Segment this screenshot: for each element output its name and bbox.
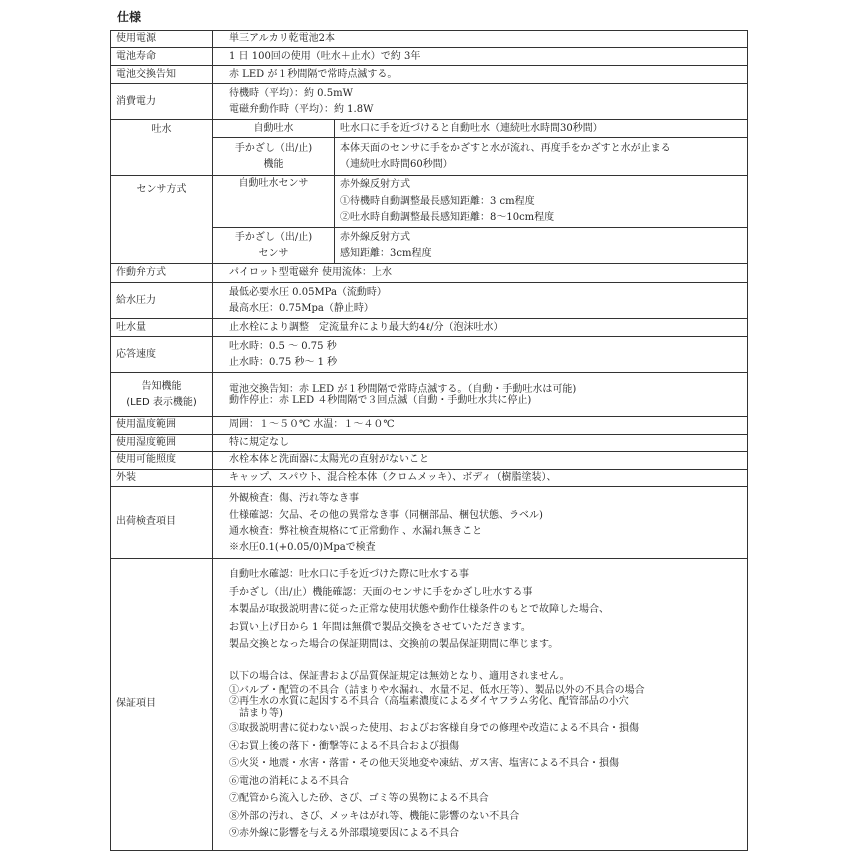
row-value [213,84,748,120]
row-label: 使用可能照度 [111,452,213,469]
row-label-line: 告知機能 [141,380,182,392]
value-line: 詰まり等) [229,708,283,720]
row-value: 特に規定なし [213,434,748,451]
value-line: ⑤火災・地震・水害・落雷・その他天災地変や凍結、ガス害、塩害による不具合・損傷 [229,758,619,770]
row-value [213,283,748,319]
table-row [111,84,748,120]
value-line: 外観検査：傷、汚れ等なき事 [229,493,359,505]
row-label [111,373,213,417]
value-line: ⑧外部の汚れ、さび、メッキはがれ等、機能に影響のない不具合 [229,810,520,822]
table-row [111,264,748,283]
value-line: 製品交換となった場合の保証期間は、交換前の製品保証期間に準じます。 [229,639,559,651]
value-line: 赤外線反射方式 [340,231,410,243]
row-label: 使用温度範囲 [111,417,213,434]
value-line: 動作停止：赤 LED ４秒間隔で３回点滅（自動・手動吐水共に停止) [229,394,532,406]
spacer [229,654,747,668]
value-line: お買い上げ日から 1 年間は無償で製品交換をさせていただきます。 [229,621,531,633]
row-value: キャップ、スパウト、混合栓本体（クロムメッキ）、ボディ（樹脂塗装）、 [213,469,748,486]
row-label: 外装 [111,469,213,486]
table-row [111,559,748,851]
row-value: 吐水口に手を近づけると自動吐水（連続吐水時間30秒間） [335,120,748,138]
sub-label: 自動吐水センサ [213,176,335,228]
table-row [111,337,748,373]
value-line: 手かざし（出/止）機能確認：天面のセンサに手をかざし吐水する事 [229,586,533,598]
value-line: 仕様確認：欠品、その他の異常なき事（同梱部品、梱包状態、ラベル) [229,509,543,521]
value-line: ⑦配管から流入した砂、さび、ゴミ等の異物による不具合 [229,793,489,805]
table-row [111,487,748,559]
value-line: 吐水時：0.5 ～ 0.75 秒 [229,340,337,352]
value-line: 最高水圧：0.75Mpa（静止時） [229,302,374,314]
row-label: 使用湿度範囲 [111,434,213,451]
value-line: 通水検査：弊社検査規格にて正常動作 、水漏れ無きこと [229,526,483,538]
table-row [111,373,748,417]
page-title: 仕様 [117,10,142,24]
value-line: 待機時（平均）：約 0.5mW [229,87,353,99]
row-label-line: (LED 表示機能) [126,396,197,408]
value-line: 感知距離：3cm程度 [340,247,432,259]
table-row [111,66,748,84]
value-line: 最低必要水圧 0.05MPa（流動時） [229,286,387,298]
row-label: 出荷検査項目 [111,487,213,559]
sub-label-line: 手かざし（出/止) [234,142,313,154]
table-row [111,319,748,337]
value-line: 以下の場合は、保証書および品質保証規定は無効となり、適用されません。 [229,670,570,682]
table-row [111,48,748,66]
sub-label-line: 手かざし（出/止) [234,231,313,243]
row-label: 使用電源 [111,31,213,48]
row-value: 止水栓により調整 定流量弁により最大約4ℓ/分（泡沫吐水） [213,319,748,337]
row-value: 水栓本体と洗面器に太陽光の直射がないこと [213,452,748,469]
row-label: 吐水 [111,120,213,176]
row-value: 周囲：１～５０℃ 水温：１～４０℃ [213,417,748,434]
row-value [213,487,748,559]
value-line: 赤外線反射方式 [340,179,410,191]
table-row [111,469,748,486]
row-value [335,228,748,264]
value-line: 止水時：0.75 秒～ 1 秒 [229,356,338,368]
sub-label [213,138,335,176]
row-value: 単三アルカリ乾電池2本 [213,31,748,48]
value-line: ⑥電池の消耗による不具合 [229,775,349,787]
value-line: ②再生水の水質に起因する不具合（高塩素濃度によるダイヤフラム劣化、配管部品の小穴 [229,696,629,708]
value-line: ①待機時自動調整最長感知距離：3 cm程度 [340,195,535,207]
row-value [335,176,748,228]
value-line: ②吐水時自動調整最長感知距離：8～10cm程度 [340,212,555,224]
value-line: （連続吐水時間60秒間） [340,158,453,170]
sub-label-line: 機能 [263,158,284,170]
table-row [111,434,748,451]
value-line: 自動吐水確認：吐水口に手を近づけた際に吐水する事 [229,569,469,581]
row-label: センサ方式 [111,176,213,264]
row-value [213,373,748,417]
value-line: ③取扱説明書に従わない誤った使用、およびお客様自身での修理や改造による不具合・損傷 [229,723,639,735]
row-value: パイロット型電磁弁 使用流体：上水 [213,264,748,283]
value-line: 電池交換告知：赤 LED が１秒間隔で常時点滅する。（自動・手動吐水は可能) [229,383,577,395]
row-value: 1 日 100回の使用（吐水＋止水）で約 3年 [213,48,748,66]
sub-label [213,228,335,264]
row-value [213,559,748,851]
table-row [111,283,748,319]
value-line: ⑨赤外線に影響を与える外部環境要因による不具合 [229,828,459,840]
value-line: ④お買上後の落下・衝撃等による不具合および損傷 [229,740,459,752]
row-label: 保証項目 [111,559,213,851]
row-value [213,337,748,373]
table-row [111,417,748,434]
value-line: ①バルブ・配管の不具合（詰まりや水漏れ、水量不足、低水圧等）、製品以外の不具合の場合 [229,685,645,697]
sub-label: 自動吐水 [213,120,335,138]
row-value [335,138,748,176]
spec-table [110,30,748,851]
row-label: 電池交換告知 [111,66,213,84]
table-row [111,176,748,228]
sub-label-line: センサ [258,247,289,259]
table-row [111,120,748,138]
row-value: 赤 LED が１秒間隔で常時点滅する。 [213,66,748,84]
value-line: 電磁弁動作時（平均）：約 1.8W [229,103,374,115]
row-label: 電池寿命 [111,48,213,66]
table-row [111,31,748,48]
table-row [111,452,748,469]
row-label: 消費電力 [111,84,213,120]
value-line: 本体天面のセンサに手をかざすと水が流れ、再度手をかざすと水が止まる [340,142,671,154]
value-line: 本製品が取扱説明書に従った正常な使用状態や動作仕様条件のもとで故障した場合、 [229,604,609,616]
row-label: 作動弁方式 [111,264,213,283]
row-label: 給水圧力 [111,283,213,319]
row-label: 応答速度 [111,337,213,373]
row-label: 吐水量 [111,319,213,337]
value-line: ※水圧0.1(+0.05/0)Mpaで検査 [229,541,376,553]
